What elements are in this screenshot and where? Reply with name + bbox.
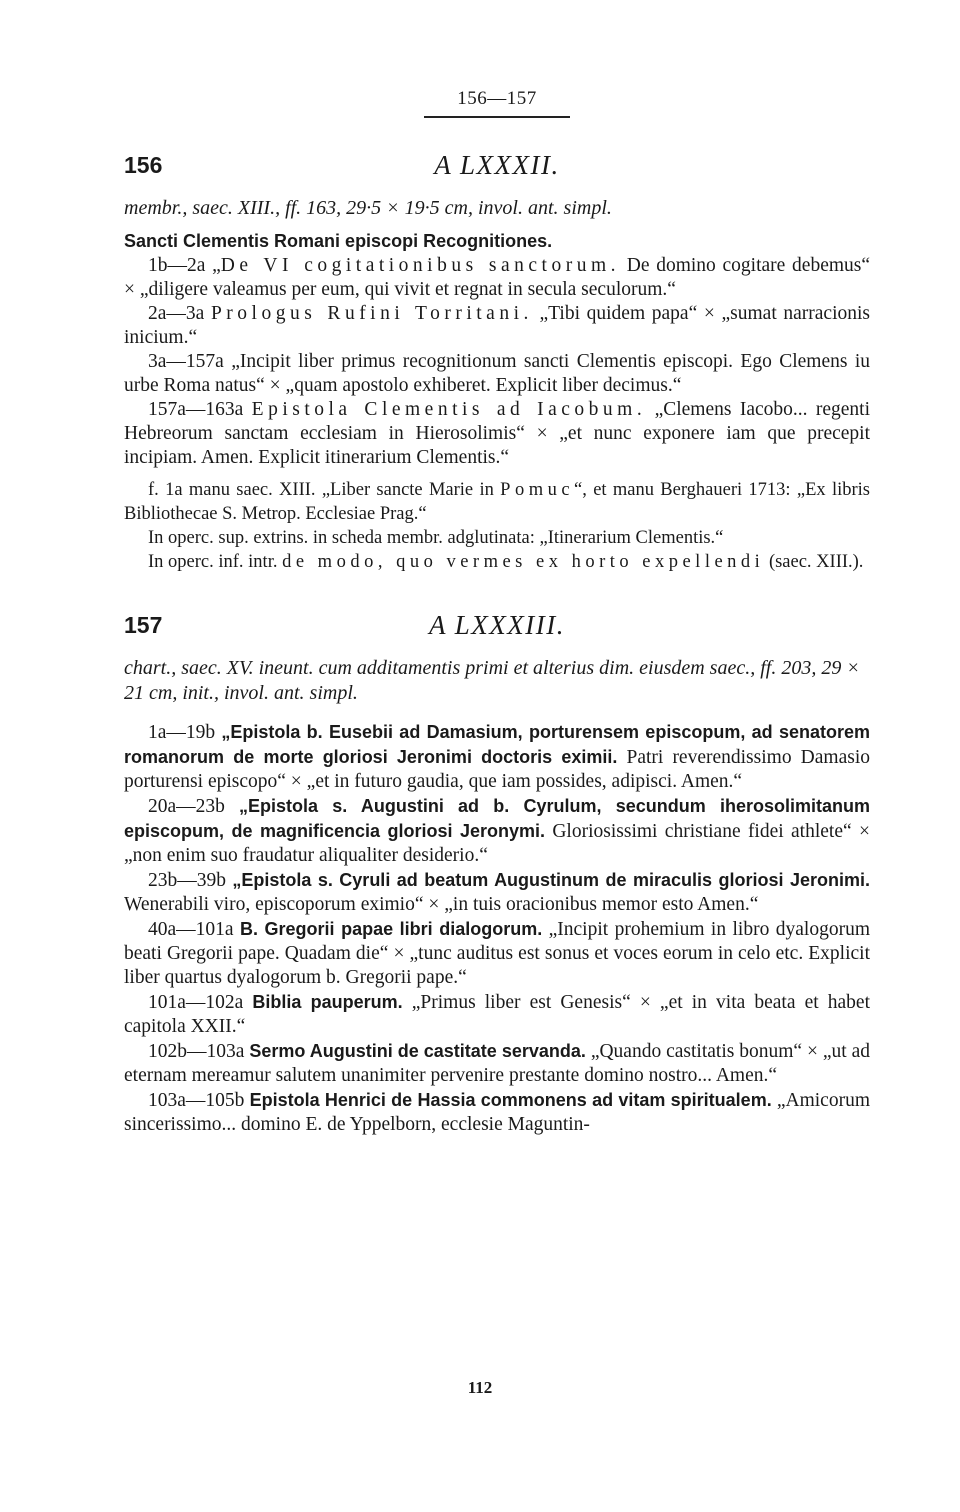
content-item: 1a—19b „Epistola b. Eusebii ad Damasium, porturensem episcopum, ad senatorem romanorum de morte gloriosi Jeronimi doctoris eximii. Patri reverendissimo Damasio porturensi episcopo“ × „et in futuro gaudia, que iam possides, adipisci. Amen.“ xyxy=(124,722,870,792)
content-item: 40a—101a B. Gregorii papae libri dialogorum. „Incipit prohemium in libro dyalogorum beati Gregorii pape. Quadam die“ × „tunc auditus est sonus et voces eorum in celo etc. Explicit liber quartus dyalogorum b. Gregorii pape.“ xyxy=(124,919,870,988)
content-item: 102b—103a Sermo Augustini de castitate servanda. „Quando castitatis bonum“ × „ut ad eternam mereamur salutem unanimiter pervenire prestante domino nostro... Amen.“ xyxy=(124,1041,871,1086)
catalog-page xyxy=(124,88,870,1137)
entry-number: 157 xyxy=(124,612,163,638)
running-head-rule xyxy=(424,116,570,118)
provenance-note: In operc. sup. extrins. in scheda membr. adglutinata: „Itinerarium Clementis.“ xyxy=(148,528,724,548)
content-item: 1b—2a „De VI cogitationibus sanctorum. De domino cogitare debemus“ × „diligere valeamus per eum, qui vivit et regnat in secula seculorum.“ xyxy=(124,255,871,300)
entry-number: 156 xyxy=(124,152,163,178)
content-item: 23b—39b „Epistola s. Cyruli ad beatum Augustinum de miraculis gloriosi Jeronimi. Wenerabili viro, episcoporum eximio“ × „in tuis oracionibus memor esto Amen.“ xyxy=(124,870,870,915)
entry-signature: A LXXXIII. xyxy=(429,610,565,640)
entry-description: chart., saec. XV. ineunt. cum additamentis primi et alterius dim. eiusdem saec., ff. 203, 29 × 21 cm, init., invol. ant. simpl. xyxy=(124,657,860,704)
entry-signature: A LXXXII. xyxy=(434,150,560,180)
content-item: 101a—102a Biblia pauperum. „Primus liber est Genesis“ × „et in vita beata et habet capitola XXII.“ xyxy=(124,992,870,1037)
provenance-note: In operc. inf. intr. de modo, quo vermes ex horto expellendi (saec. XIII.). xyxy=(148,552,864,572)
content-item: 2a—3a Prologus Rufini Torritani. „Tibi quidem papa“ × „sumat narracionis inicium.“ xyxy=(124,303,871,348)
entry-title: Sancti Clementis Romani episcopi Recognitiones. xyxy=(124,231,553,251)
content-item: 157a—163a Epistola Clementis ad Iacobum. „Clemens Iacobo... regenti Hebreorum sanctam ecclesiam in Hierosolimis“ × „et nunc exponere iam que precepit incipiam. Amen. Explicit itinerarium Clementis.“ xyxy=(124,399,870,468)
content-item: 20a—23b „Epistola s. Augustini ad b. Cyrulum, secundum iherosolimitanum episcopum, de magnificencia gloriosi Jeronymi. Gloriosissimi christiane fidei athlete“ × „non enim suo fraudatur aliqualiter desiderio.“ xyxy=(124,796,871,866)
entry-description: membr., saec. XIII., ff. 163, 29·5 × 19·5 cm, invol. ant. simpl. xyxy=(124,197,612,219)
entry-heading-157 xyxy=(124,608,870,648)
content-item: 103a—105b Epistola Henrici de Hassia commonens ad vitam spiritualem. „Amicorum sincerissimo... domino E. de Yppelborn, ecclesie Maguntin- xyxy=(124,1090,870,1135)
content-item: 3a—157a „Incipit liber primus recognitionum sancti Clementis episcopi. Ego Clemens iu urbe Roma natus“ × „quam apostolo exhiberet. Explicit liber decimus.“ xyxy=(124,351,870,396)
running-head: 156—157 xyxy=(457,88,537,109)
page-number: 112 xyxy=(467,1378,493,1397)
entry-heading-156 xyxy=(124,148,870,188)
provenance-note: f. 1a manu saec. XIII. „Liber sancte Marie in Pomuc“, et manu Berghaueri 1713: „Ex libris Bibliothecae S. Metrop. Ecclesiae Prag.“ xyxy=(124,480,870,524)
